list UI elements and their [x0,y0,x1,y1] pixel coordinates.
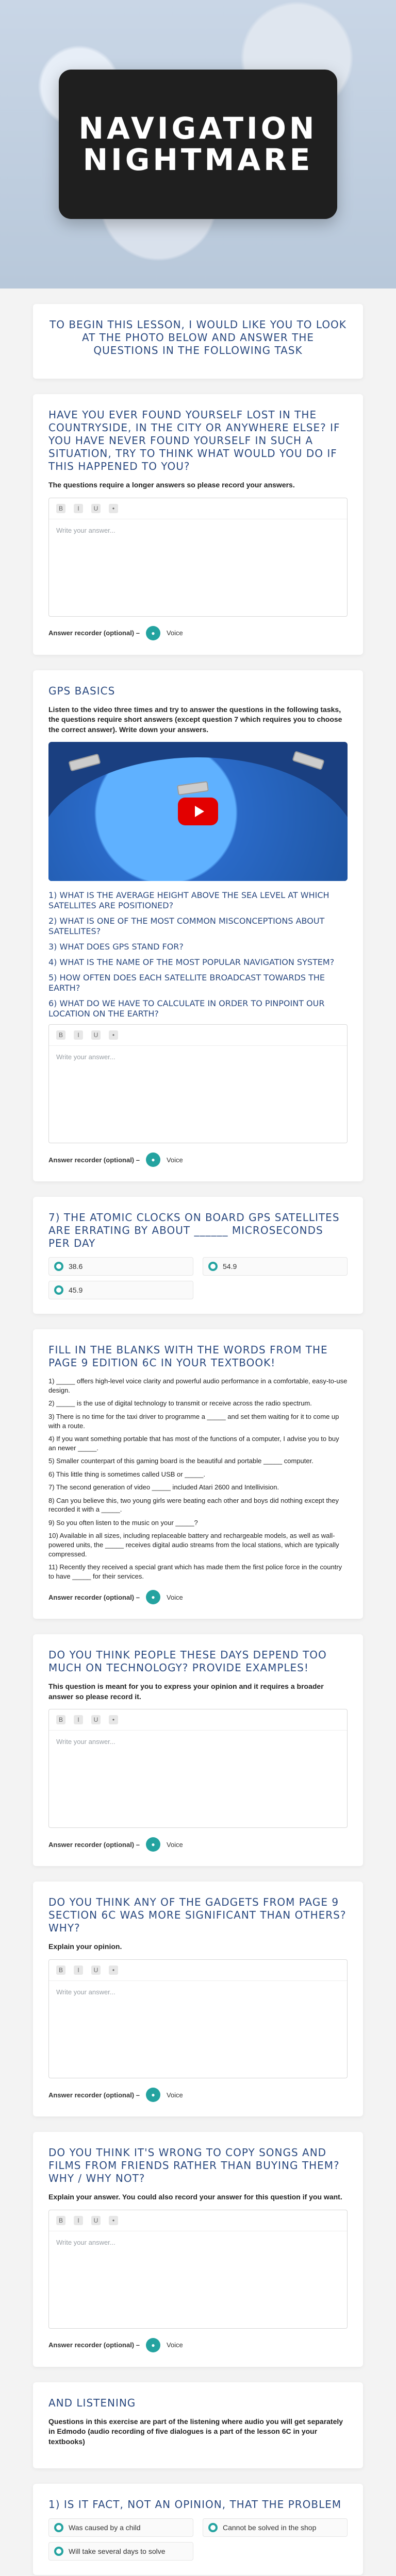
bold-icon[interactable]: B [56,2216,65,2225]
list-icon[interactable]: • [109,504,118,513]
fill-item: 2) _____ is the use of digital technology to transmit or receive across the radio spectrum. [48,1399,312,1408]
fill-title: FILL IN THE BLANKS WITH THE WORDS FROM THE PAGE 9 EDITION 6C IN YOUR TEXTBOOK! [48,1344,328,1369]
radio-icon[interactable] [54,2523,63,2532]
fill-voice-row [48,1590,348,1604]
microphone-icon[interactable]: ● [146,2088,160,2102]
q9-voice-row [48,2088,348,2102]
q10-title: DO YOU THINK IT'S WRONG TO COPY SONGS AND FILMS FROM FRIENDS RATHER THAN BUYING THEM? WHY / WHY NOT? [48,2146,340,2184]
microphone-icon[interactable]: ● [146,1590,160,1604]
bold-icon[interactable]: B [56,1965,65,1975]
intro-title: TO BEGIN THIS LESSON, I WOULD LIKE YOU TO LOOK AT THE PHOTO BELOW AND ANSWER THE QUESTIONS IN THE FOLLOWING TASK [50,318,346,357]
bold-icon[interactable]: B [56,504,65,513]
lq1-option-label: Will take several days to solve [69,2547,166,2556]
q10-voice-label: Answer recorder (optional) – [48,2341,140,2349]
q7-option[interactable] [48,1281,193,1299]
fill-item: 11) Recently they received a special grant which has made them the first police force in the country to have _____ for their services. [48,1563,342,1580]
fill-item: 3) There is no time for the taxi driver to programme a _____ and set them waiting for it to come up with a route. [48,1413,339,1430]
satellite-graphic [68,754,101,772]
fill-items [48,1377,348,1581]
fill-item: 8) Can you believe this, two young girls were beating each other and boys did nothing except they recorded it with a _____. [48,1496,339,1514]
gps-answer-box [48,1024,348,1143]
q10-textarea[interactable]: Write your answer... [56,2238,116,2246]
lq1-title: 1) IS IT FACT, NOT AN OPINION, THAT THE PROBLEM [48,2498,342,2511]
q9-toolbar [49,1960,347,1981]
bold-icon[interactable]: B [56,1715,65,1724]
lq1-options [48,2518,348,2561]
list-icon[interactable]: • [109,1965,118,1975]
underline-icon[interactable]: U [91,504,101,513]
q7-option-label: 38.6 [69,1262,83,1271]
gps-question: 1) WHAT IS THE AVERAGE HEIGHT ABOVE THE SEA LEVEL AT WHICH SATELLITES ARE POSITIONED? [48,890,329,911]
gps-voice-row [48,1153,348,1167]
q9-voice-label: Answer recorder (optional) – [48,2091,140,2099]
lq1-option[interactable] [48,2542,193,2561]
gps-question: 5) HOW OFTEN DOES EACH SATELLITE BROADCAST TOWARDS THE EARTH? [48,973,325,993]
q8-voice-row [48,1837,348,1852]
microphone-icon[interactable]: ● [146,1837,160,1852]
q9-title: DO YOU THINK ANY OF THE GADGETS FROM PAGE 9 SECTION 6C WAS MORE SIGNIFICANT THAN OTHERS? WHY? [48,1896,346,1935]
microphone-icon[interactable]: ● [146,2338,160,2352]
q7-option[interactable] [203,1257,348,1276]
fill-item: 4) If you want something portable that has most of the functions of a computer, I advise you to buy an newer _____. [48,1435,339,1452]
gps-question: 6) WHAT DO WE HAVE TO CALCULATE IN ORDER TO PINPOINT OUR LOCATION ON THE EARTH? [48,998,325,1019]
fill-item: 5) Smaller counterpart of this gaming board is the beautiful and portable _____ computer. [48,1457,314,1465]
q1-toolbar [49,498,347,519]
q7-block [33,1197,363,1314]
fill-item: 1) _____ offers high-level voice clarity and powerful audio performance in a comfortable, easy-to-use design. [48,1377,348,1394]
radio-icon[interactable] [54,1285,63,1295]
q1-textarea[interactable]: Write your answer... [56,526,116,534]
listening-subtext: Questions in this exercise are part of the listening where audio you will get separately in Edmodo (audio recording of five dialogues is a part of the lesson 6C in your textbooks) [48,2417,343,2446]
gps-question: 2) WHAT IS ONE OF THE MOST COMMON MISCONCEPTIONS ABOUT SATELLITES? [48,916,325,937]
listening-block [33,2382,363,2469]
q1-answer-box [48,498,348,617]
q7-option-label: 45.9 [69,1286,83,1295]
q7-title: 7) THE ATOMIC CLOCKS ON BOARD GPS SATELLITES ARE ERRATING BY ABOUT ______ MICROSECONDS PER DAY [48,1211,340,1250]
lq1-option-label: Was caused by a child [69,2523,141,2532]
gps-textarea[interactable]: Write your answer... [56,1053,116,1061]
q7-option[interactable] [48,1257,193,1276]
gps-block [33,670,363,1182]
q10-subtext: Explain your answer. You could also record your answer for this question if you want. [48,2193,342,2201]
underline-icon[interactable]: U [91,2216,101,2225]
italic-icon[interactable]: I [74,1965,83,1975]
underline-icon[interactable]: U [91,1715,101,1724]
list-icon[interactable]: • [109,1030,118,1040]
q1-voice-label: Answer recorder (optional) – [48,629,140,637]
gps-voice-label: Answer recorder (optional) – [48,1156,140,1164]
listening-title: AND LISTENING [48,2396,136,2409]
q1-subtext: The questions require a longer answers so please record your answers. [48,481,295,489]
q10-voice-row [48,2338,348,2352]
hero-card [59,70,337,219]
fill-voice-text: Voice [166,1593,183,1601]
q9-voice-text: Voice [166,2091,183,2099]
q7-option-label: 54.9 [223,1262,237,1271]
radio-icon[interactable] [54,2547,63,2556]
radio-icon[interactable] [208,2523,218,2532]
lq1-option[interactable] [48,2518,193,2537]
q1-title: HAVE YOU EVER FOUND YOURSELF LOST IN THE COUNTRYSIDE, IN THE CITY OR ANYWHERE ELSE? IF YOU HAVE NEVER FOUND YOURSELF IN SUCH A SITUATION, TRY TO THINK WHAT WOULD YOU DO IF THIS HAPPENED TO YOU? [48,409,340,472]
q8-textarea[interactable]: Write your answer... [56,1738,116,1746]
radio-icon[interactable] [208,1262,218,1271]
q8-voice-text: Voice [166,1840,183,1849]
q7-options [48,1257,348,1299]
fill-item: 7) The second generation of video _____ included Atari 2600 and Intellivision. [48,1483,279,1492]
italic-icon[interactable]: I [74,1030,83,1040]
header-hero [0,0,396,289]
italic-icon[interactable]: I [74,1715,83,1724]
gps-title: GPS BASICS [48,684,116,697]
q1-block [33,394,363,655]
gps-question: 3) WHAT DOES GPS STAND FOR? [48,942,184,952]
q8-subtext: This question is meant for you to express your opinion and it requires a broader answer so please record it. [48,1682,324,1701]
fill-item: 6) This little thing is sometimes called USB or _____. [48,1470,205,1478]
q9-block [33,1882,363,2116]
lq1-block [33,2484,363,2575]
q10-toolbar [49,2210,347,2231]
microphone-icon[interactable]: ● [146,626,160,640]
gps-video[interactable] [48,742,348,881]
gps-voice-text: Voice [166,1156,183,1164]
q1-voice-row [48,626,348,640]
lq1-option-label: Cannot be solved in the shop [223,2523,317,2532]
q9-textarea[interactable]: Write your answer... [56,1988,116,1996]
q1-voice-text: Voice [166,629,183,637]
gps-question: 4) WHAT IS THE NAME OF THE MOST POPULAR NAVIGATION SYSTEM? [48,957,335,968]
q9-answer-box [48,1959,348,2078]
fill-voice-label: Answer recorder (optional) – [48,1593,140,1601]
fill-item: 9) So you often listen to the music on your _____? [48,1518,198,1527]
list-icon[interactable]: • [109,2216,118,2225]
underline-icon[interactable]: U [91,1030,101,1040]
q8-toolbar [49,1709,347,1731]
satellite-graphic [292,751,324,771]
q10-block [33,2132,363,2367]
q10-voice-text: Voice [166,2341,183,2349]
q10-answer-box [48,2210,348,2329]
list-icon[interactable]: • [109,1715,118,1724]
radio-icon[interactable] [54,1262,63,1271]
q8-block [33,1634,363,1866]
gps-question-list [48,890,348,1019]
italic-icon[interactable]: I [74,2216,83,2225]
q8-voice-label: Answer recorder (optional) – [48,1840,140,1849]
play-button[interactable] [178,798,218,825]
page-title: NAVIGATION NIGHTMARE [78,111,318,177]
intro-block [33,304,363,379]
fill-block [33,1329,363,1619]
italic-icon[interactable]: I [74,504,83,513]
fill-item: 10) Available in all sizes, including replaceable battery and rechargeable models, as well as wall-powered units, the _____ receives digital audio streams from the local stations, which are typically compressed. [48,1532,339,1558]
bold-icon[interactable]: B [56,1030,65,1040]
q8-answer-box [48,1709,348,1828]
q8-title: DO YOU THINK PEOPLE THESE DAYS DEPEND TOO MUCH ON TECHNOLOGY? PROVIDE EXAMPLES! [48,1649,327,1674]
microphone-icon[interactable]: ● [146,1153,160,1167]
gps-toolbar [49,1025,347,1046]
q9-subtext: Explain your opinion. [48,1942,122,1951]
underline-icon[interactable]: U [91,1965,101,1975]
lq1-option[interactable] [203,2518,348,2537]
gps-subtext: Listen to the video three times and try to answer the questions in the following tasks, the questions require short answers (except question 7 which requires you to choose the correct answer). Write down your answers. [48,705,342,734]
